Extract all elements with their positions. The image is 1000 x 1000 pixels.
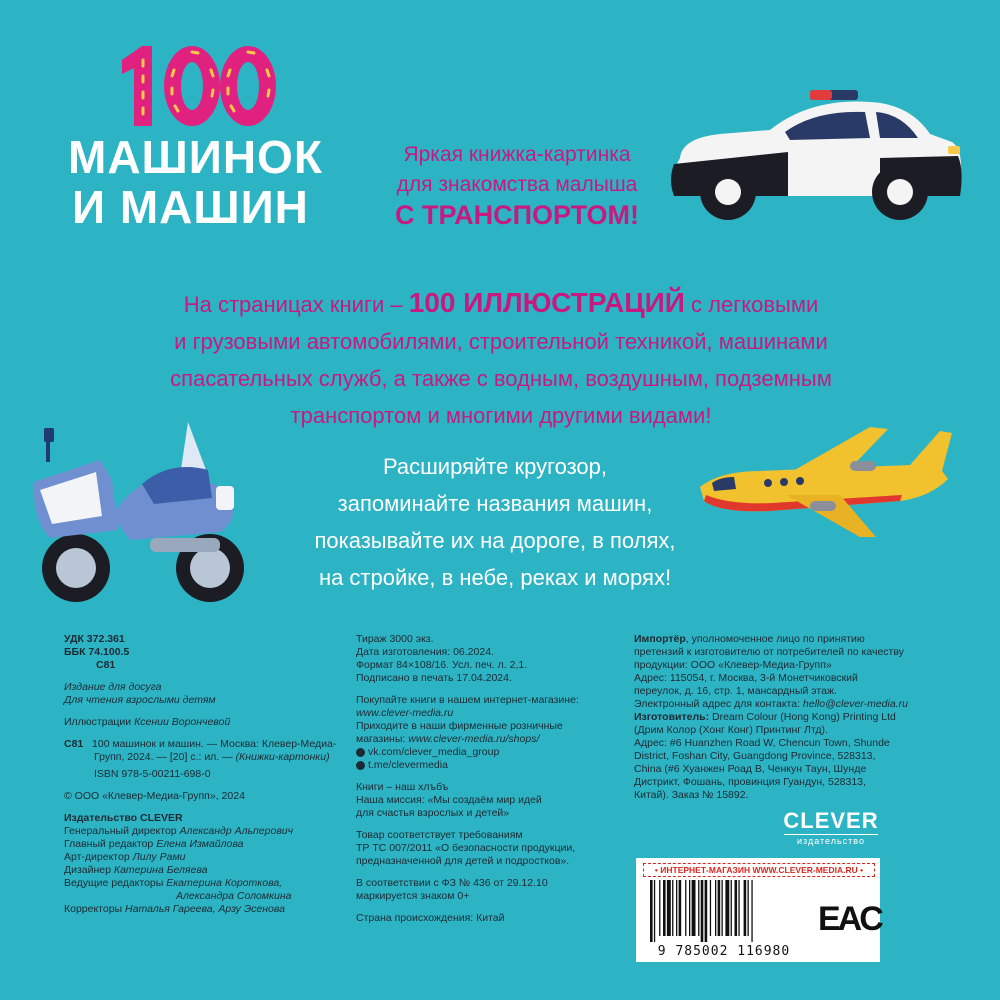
staff-list: [64, 825, 334, 916]
importer-line-2: претензий к изготовителю от потребителей по качеству: [634, 646, 904, 658]
description-post: с легковыми: [684, 292, 819, 317]
tagline-line-1: Яркая книжка-картинка: [403, 143, 631, 166]
imprint-right-column: [634, 633, 934, 802]
staff-line: Главный редактор Елена Измайлова: [64, 838, 244, 850]
tr-line-1: Товар соответствует требованиям: [356, 829, 523, 841]
police-motorcycle-illustration: [30, 420, 260, 610]
signed-date: Подписано в печать 17.04.2024.: [356, 672, 512, 684]
illustrations-credit: Иллюстрации Ксении Ворончевой: [64, 716, 231, 728]
shop-url-band: • ИНТЕРНЕТ-МАГАЗИН WWW.CLEVER-MEDIA.RU •: [643, 863, 875, 877]
mission-line-1: Наша миссия: «Мы создаём мир идей: [356, 794, 542, 806]
maker-line-4: District, Foshan City, Guangdong Province, 528313,: [634, 750, 876, 762]
imprint-middle-column: [356, 633, 626, 925]
udk: УДК 372.361: [64, 633, 125, 645]
barcode-bars: [646, 880, 806, 942]
importer-line-1: Импортёр, уполномоченное лицо по принятию: [634, 633, 865, 645]
tr-line-3: предназначенной для детей и подростков».: [356, 855, 570, 867]
barcode-box: [636, 858, 880, 962]
explore-line-2: запоминайте названия машин,: [337, 491, 653, 516]
clever-logo-word: CLEVER: [783, 808, 879, 833]
staff-line: Дизайнер Катерина Беляева: [64, 864, 208, 876]
bbk: ББК 74.100.5: [64, 646, 130, 658]
description-paragraph: [86, 284, 916, 434]
tagline-line-2: для знакомства малыша: [396, 173, 638, 196]
description-line-2: и грузовыми автомобилями, строительной техникой, машинами: [174, 329, 828, 354]
title-number-100: [108, 40, 278, 132]
telegram-icon: [356, 761, 365, 770]
print-run: Тираж 3000 экз.: [356, 633, 434, 645]
staff-line: Корректоры Наталья Гареева, Арзу Эсенова: [64, 903, 285, 915]
maker-line-2: (Дрим Колор (Хонг Конг) Принтинг Лтд).: [634, 724, 828, 736]
author-code: С81: [96, 659, 116, 671]
clever-logo-sub: издательство: [784, 834, 878, 846]
explore-line-3: показывайте их на дороге, в полях,: [314, 528, 676, 553]
manufacture-date: Дата изготовления: 06.2024.: [356, 646, 494, 658]
maker-line-1: Изготовитель: Dream Colour (Hong Kong) Printing Ltd: [634, 711, 896, 723]
eac-mark: EAC: [818, 900, 881, 938]
contact-email[interactable]: hello@clever-media.ru: [802, 698, 908, 710]
slogan: Книги – наш хлъбъ: [356, 781, 449, 793]
edition-line-2: Для чтения взрослыми детям: [64, 694, 216, 706]
isbn: ISBN 978-5-00211-698-0: [94, 768, 211, 780]
maker-line-6: Дистрикт, Фошань, провинция Гуандун, 528313,: [634, 776, 866, 788]
description-highlight: 100 ИЛЛЮСТРАЦИЙ: [408, 287, 685, 318]
tr-line-2: ТР ТС 007/2011 «О безопасности продукции,: [356, 842, 576, 854]
importer-line-4: Адрес: 115054, г. Москва, 3-й Монетчиковский: [634, 672, 858, 684]
bibliography-line-1: С81 100 машинок и машин. — Москва: Клевер-Медиа-: [64, 738, 337, 750]
format: Формат 84×108/16. Усл. печ. л. 2,1.: [356, 659, 528, 671]
maker-line-5: China (#6 Хуанжен Роад В, Ченкун Таун, Шунде: [634, 763, 867, 775]
buy-line-3: Приходите в наши фирменные розничные: [356, 720, 563, 732]
importer-email: Электронный адрес для контакта: hello@clever-media.ru: [634, 698, 908, 710]
telegram-link[interactable]: t.me/clevermedia: [356, 759, 626, 772]
buy-line-4: магазины: www.clever-media.ru/shops/: [356, 733, 540, 745]
staff-line: Александра Соломкина: [176, 890, 292, 902]
importer-line-3: продукции: ООО «Клевер-Медиа-Групп»: [634, 659, 832, 671]
barcode-number: 9 785002 116980: [657, 944, 791, 959]
vk-icon: [356, 748, 365, 757]
staff-line: Арт-директор Лилу Рами: [64, 851, 186, 863]
airplane-illustration: [690, 425, 960, 545]
copyright: © ООО «Клевер-Медиа-Групп», 2024: [64, 790, 245, 802]
staff-line: Ведущие редакторы Екатерина Короткова,: [64, 877, 283, 889]
description-line-4: транспортом и многими другими видами!: [290, 403, 712, 428]
clever-logo: [776, 810, 886, 846]
police-car-illustration: [660, 80, 970, 230]
country-of-origin: Страна происхождения: Китай: [356, 912, 505, 924]
fz-line-2: маркируется знаком 0+: [356, 890, 470, 902]
bibliography-line-2: Групп, 2024. — [20] с.: ил. — (Книжки-картонки): [94, 751, 330, 763]
explore-line-4: на стройке, в небе, реках и морях!: [318, 565, 672, 590]
fz-line-1: В соответствии с ФЗ № 436 от 29.12.10: [356, 877, 548, 889]
explore-line-1: Расширяйте кругозор,: [382, 454, 608, 479]
buy-line-1: Покупайте книги в нашем интернет-магазине:: [356, 694, 579, 706]
tagline: [362, 140, 672, 230]
description-pre: На страницах книги –: [183, 292, 409, 317]
tagline-highlight: С ТРАНСПОРТОМ!: [395, 200, 639, 230]
title-line-2: И МАШИН: [72, 181, 309, 233]
maker-line-7: Китай). Заказ № 15892.: [634, 789, 749, 801]
imprint-left-column: [64, 633, 337, 916]
maker-line-3: Адрес: #6 Huanzhen Road W, Chencun Town, Shunde: [634, 737, 890, 749]
shop-url[interactable]: www.clever-media.ru: [356, 707, 454, 719]
description-line-3: спасательных служб, а также с водным, воздушным, подземным: [170, 366, 832, 391]
vk-link[interactable]: vk.com/clever_media_group: [356, 746, 626, 759]
edition-line-1: Издание для досуга: [64, 681, 162, 693]
title-number-text: 100: [108, 40, 110, 41]
shops-url[interactable]: www.clever-media.ru/shops/: [408, 733, 540, 745]
title-line-1: МАШИНОК: [68, 131, 323, 183]
importer-line-5: переулок, д. 16, стр. 1, мансардный этаж.: [634, 685, 837, 697]
staff-line: Генеральный директор Александр Альперович: [64, 825, 294, 837]
explore-text: [265, 448, 725, 596]
mission-line-2: для счастья взрослых и детей»: [356, 807, 510, 819]
publisher-name: Издательство CLEVER: [64, 812, 183, 824]
